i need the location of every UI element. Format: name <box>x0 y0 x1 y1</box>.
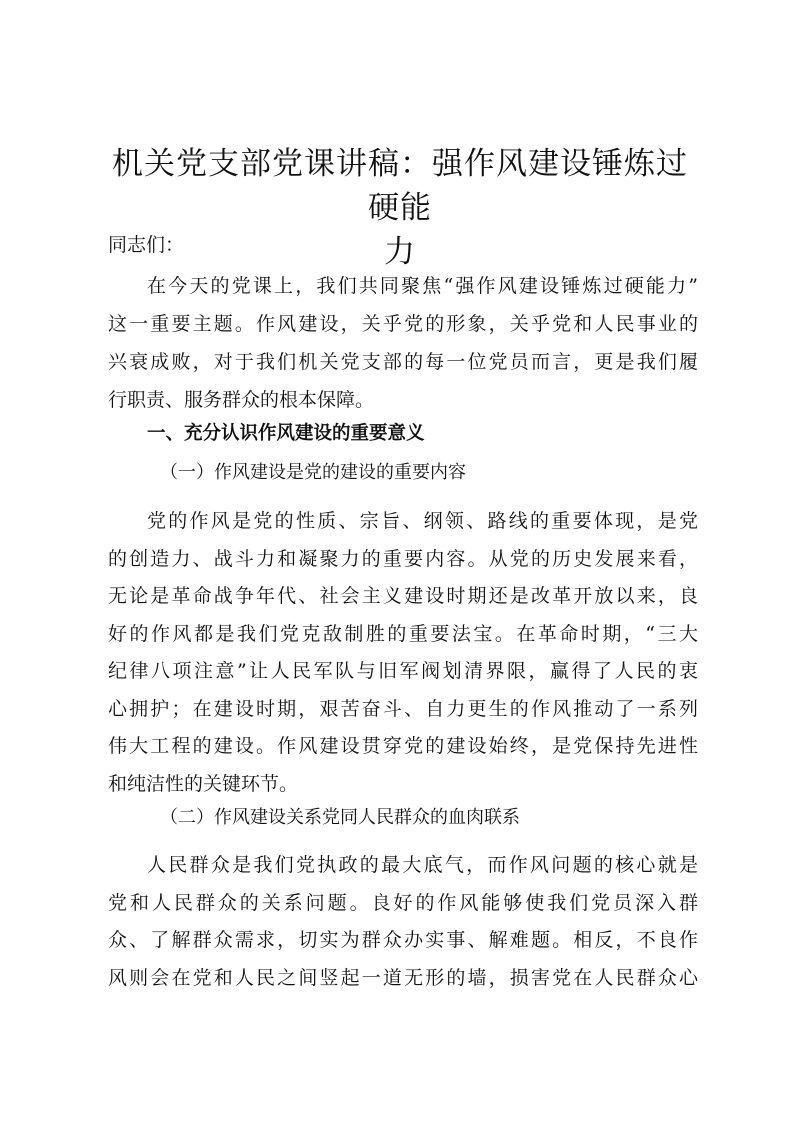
section-1-heading: 一、充分认识作风建设的重要意义 <box>147 423 425 444</box>
sub1-line-7: 伟大工程的建设。作风建设贯穿党的建设始终，是党保持先进性 <box>108 735 698 757</box>
document-title <box>100 142 700 274</box>
title-line-2: 力 <box>384 234 416 270</box>
intro-line-3: 兴衰成败，对于我们机关党支部的每一位党员而言，更是我们履 <box>108 351 698 373</box>
subsection-1-heading: （一）作风建设是党的建设的重要内容 <box>160 462 466 483</box>
sub2-line-3: 众、了解群众需求，切实为群众办实事、解难题。相反，不良作 <box>108 929 698 951</box>
title-line-1: 机关党支部党课讲稿：强作风建设锤炼过硬能 <box>112 146 688 226</box>
sub1-line-4: 好的作风都是我们党克敌制胜的重要法宝。在革命时期，“三大 <box>108 623 698 645</box>
sub2-line-1: 人民群众是我们党执政的最大底气，而作风问题的核心就是 <box>147 854 698 876</box>
sub1-line-2: 的创造力、战斗力和凝聚力的重要内容。从党的历史发展来看， <box>108 548 698 570</box>
sub1-line-1: 党的作风是党的性质、宗旨、纲领、路线的重要体现，是党 <box>147 510 698 532</box>
sub1-line-3: 无论是革命战争年代、社会主义建设时期还是改革开放以来，良 <box>108 585 698 607</box>
sub1-line-6: 心拥护；在建设时期，艰苦奋斗、自力更生的作风推动了一系列 <box>108 698 698 720</box>
sub2-line-4: 风则会在党和人民之间竖起一道无形的墙，损害党在人民群众心 <box>108 967 698 989</box>
sub1-line-8: 和纯洁性的关键环节。 <box>108 773 299 795</box>
sub2-line-2: 党和人民群众的关系问题。良好的作风能够使我们党员深入群 <box>108 892 698 914</box>
greeting: 同志们： <box>108 234 185 256</box>
intro-line-1: 在今天的党课上，我们共同聚焦“强作风建设锤炼过硬能力” <box>147 275 698 297</box>
subsection-2-heading: （二）作风建设关系党同人民群众的血肉联系 <box>160 807 520 828</box>
intro-line-2: 这一重要主题。作风建设，关乎党的形象，关乎党和人民事业的 <box>108 313 698 335</box>
intro-line-4: 行职责、服务群众的根本保障。 <box>108 389 375 411</box>
sub1-line-5: 纪律八项注意”让人民军队与旧军阀划清界限，赢得了人民的衷 <box>108 660 698 682</box>
